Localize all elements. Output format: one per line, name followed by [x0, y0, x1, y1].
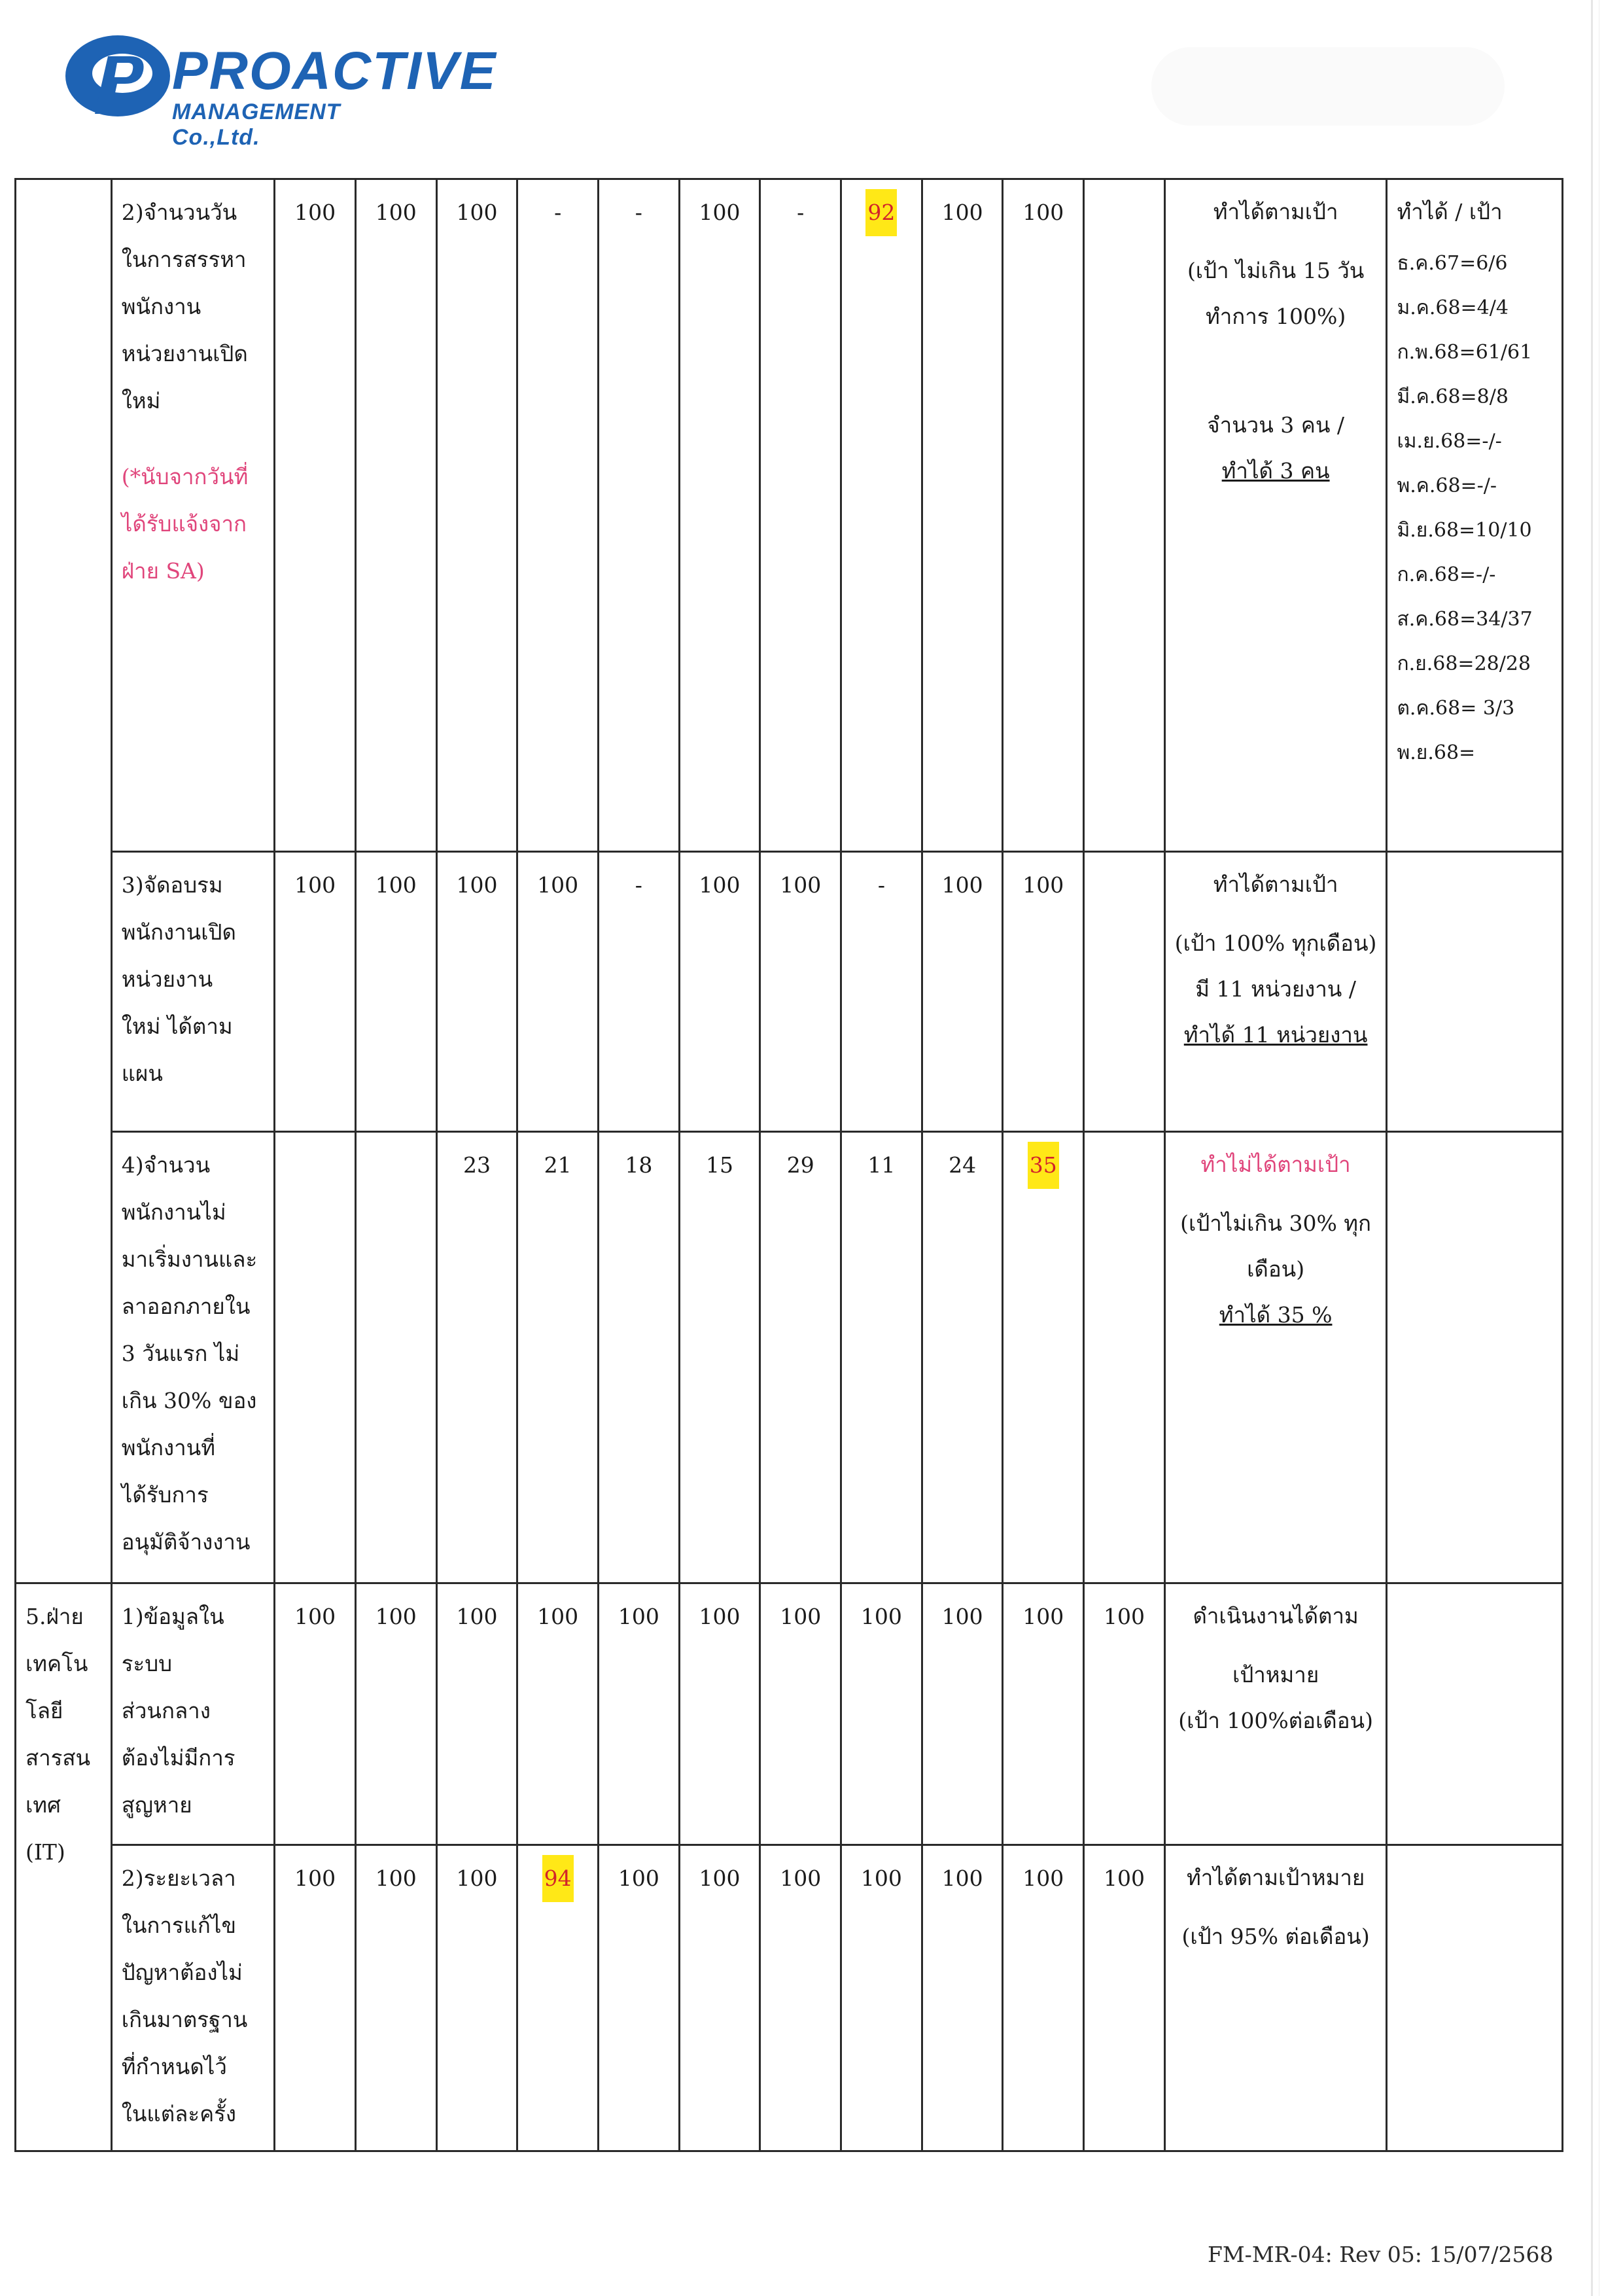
- kpi-table: [14, 178, 1563, 2152]
- faded-stamp: [1151, 47, 1505, 126]
- result-achieved: ทำได้ 35 %: [1219, 1302, 1333, 1328]
- result-cell: [1164, 179, 1387, 852]
- achieved-month-line: มี.ค.68=8/8: [1397, 385, 1509, 408]
- result-cell: [1164, 1132, 1387, 1583]
- month-value-cell: [275, 1132, 356, 1583]
- month-value: 100: [780, 1604, 822, 1629]
- month-value-cell: [1084, 179, 1165, 852]
- department-line: (IT): [26, 1839, 65, 1865]
- month-value: 100: [456, 1604, 498, 1629]
- month-value-cell: [760, 1583, 841, 1845]
- month-value: 100: [860, 1865, 902, 1891]
- indicator-line: มาเริ่มงานและ: [121, 1246, 258, 1272]
- month-value: 100: [1022, 200, 1064, 225]
- achieved-month-line: พ.ค.68=-/-: [1397, 474, 1497, 497]
- month-value: 15: [706, 1152, 734, 1178]
- result-line: (เป้า 95% ต่อเดือน): [1181, 1924, 1370, 1949]
- month-value: 94: [542, 1855, 574, 1902]
- indicator-line: ส่วนกลาง: [121, 1698, 211, 1723]
- result-title: ทำได้ตามเป้าหมาย: [1187, 1865, 1365, 1890]
- achieved-month-line: พ.ย.68=: [1397, 741, 1476, 764]
- month-value-cell: [517, 1132, 599, 1583]
- indicator-cell: [111, 1845, 274, 2151]
- month-value: 100: [375, 200, 417, 225]
- month-value: 100: [699, 1604, 741, 1629]
- month-value: 100: [618, 1865, 659, 1891]
- table-row: [16, 852, 1563, 1132]
- achieved-month-line: ก.ย.68=28/28: [1397, 652, 1531, 675]
- month-value: 100: [294, 1865, 336, 1891]
- logo-mark-icon: [62, 30, 173, 128]
- month-value: 100: [456, 1865, 498, 1891]
- department-cell: [16, 179, 112, 1583]
- indicator-line: ปัญหาต้องไม่: [121, 1960, 243, 1985]
- month-value-cell: [841, 1583, 922, 1845]
- department-cell-it: [16, 1583, 112, 2151]
- department-line: โลยี: [26, 1698, 63, 1723]
- result-line: ทำการ 100%): [1206, 304, 1346, 329]
- achieved-target-cell: [1387, 1845, 1563, 2151]
- month-value-cell: [922, 852, 1003, 1132]
- achieved-month-line: ก.พ.68=61/61: [1397, 341, 1533, 364]
- month-value-cell: [760, 1132, 841, 1583]
- indicator-line: เกิน 30% ของ: [121, 1388, 257, 1413]
- indicator-cell: [111, 1132, 274, 1583]
- month-value-cell: [436, 1583, 517, 1845]
- month-value-cell: [679, 179, 760, 852]
- result-cell: [1164, 1845, 1387, 2151]
- indicator-line: ในการสรรหา: [121, 247, 247, 272]
- month-value-cell: [922, 179, 1003, 852]
- month-value-cell: [517, 852, 599, 1132]
- month-value: 100: [1022, 1865, 1064, 1891]
- month-value: 100: [294, 872, 336, 898]
- indicator-note-line: ได้รับแจ้งจาก: [121, 511, 247, 537]
- indicator-line: ได้รับการ: [121, 1482, 209, 1508]
- month-value-cell: [1084, 1583, 1165, 1845]
- achieved-target-cell: [1387, 1132, 1563, 1583]
- achieved-month-line: ต.ค.68= 3/3: [1397, 697, 1515, 720]
- month-value: 18: [625, 1152, 653, 1178]
- indicator-line: 2)จำนวนวัน: [121, 200, 237, 225]
- month-value-cell: [679, 1845, 760, 2151]
- indicator-line: หน่วยงาน: [121, 966, 213, 992]
- month-value-cell: [760, 1845, 841, 2151]
- logo-wordmark: PROACTIVE: [172, 41, 497, 101]
- month-value-cell: [517, 1583, 599, 1845]
- month-value: 100: [456, 872, 498, 898]
- indicator-line: ลาออกภายใน: [121, 1294, 251, 1319]
- month-value: 100: [941, 1865, 983, 1891]
- month-value: 100: [456, 200, 498, 225]
- month-value-cell: [1003, 1132, 1084, 1583]
- department-line: สารสน: [26, 1745, 91, 1771]
- month-value-cell: [841, 1132, 922, 1583]
- month-value-cell: [598, 1132, 679, 1583]
- month-value-cell: [355, 852, 436, 1132]
- spacer: [122, 425, 270, 453]
- achieved-month-line: ธ.ค.67=6/6: [1397, 252, 1508, 275]
- indicator-line: หน่วยงานเปิด: [121, 341, 248, 366]
- month-value-cell: [517, 1845, 599, 2151]
- month-value: 29: [786, 1152, 814, 1178]
- department-line: เทศ: [26, 1792, 61, 1818]
- month-value: 100: [618, 1604, 659, 1629]
- indicator-line: ต้องไม่มีการ: [121, 1745, 236, 1771]
- result-line: (เป้าไม่เกิน 30% ทุก: [1180, 1210, 1372, 1236]
- achieved-month-line: ส.ค.68=34/37: [1397, 608, 1533, 631]
- month-value: 23: [462, 1152, 491, 1178]
- achieved-header: ทำได้ / เป้า: [1397, 199, 1503, 224]
- month-value-cell: [1003, 852, 1084, 1132]
- indicator-line: 3)จัดอบรม: [121, 872, 223, 898]
- month-value-cell: [922, 1132, 1003, 1583]
- result-detail: จำนวน 3 คน /: [1207, 412, 1344, 438]
- month-value-cell: [436, 1845, 517, 2151]
- indicator-line: ในแต่ละครั้ง: [121, 2101, 236, 2127]
- month-value: 11: [867, 1152, 896, 1178]
- indicator-line: ใหม่: [121, 388, 161, 414]
- month-value: 100: [1022, 872, 1064, 898]
- indicator-line: 2)ระยะเวลา: [121, 1865, 236, 1891]
- indicator-line: 4)จำนวน: [121, 1152, 211, 1178]
- logo-subtitle: MANAGEMENT Co.,Ltd.: [172, 99, 341, 150]
- achieved-month-line: ม.ค.68=4/4: [1397, 296, 1509, 319]
- month-value: 100: [860, 1604, 902, 1629]
- month-value-cell: [760, 852, 841, 1132]
- month-value-cell: [679, 1583, 760, 1845]
- month-value: 100: [375, 1865, 417, 1891]
- spacer: [1170, 1901, 1382, 1914]
- indicator-line: พนักงานที่: [121, 1435, 215, 1460]
- indicator-cell: [111, 852, 274, 1132]
- month-value-cell: [436, 852, 517, 1132]
- table-row: [16, 1583, 1563, 1845]
- month-value-cell: [760, 179, 841, 852]
- department-line: 5.ฝ่าย: [26, 1604, 84, 1629]
- month-value: 100: [780, 872, 822, 898]
- month-value: 100: [294, 1604, 336, 1629]
- month-value-cell: [355, 1845, 436, 2151]
- indicator-note-line: ฝ่าย SA): [121, 558, 205, 584]
- indicator-line: อนุมัติจ้างงาน: [121, 1529, 251, 1555]
- month-value: 100: [699, 200, 741, 225]
- result-line: เดือน): [1247, 1256, 1305, 1282]
- month-value: -: [797, 200, 805, 225]
- month-value: -: [635, 200, 642, 225]
- month-value: 100: [941, 872, 983, 898]
- indicator-line: ระบบ: [121, 1651, 173, 1676]
- month-value: -: [635, 872, 642, 898]
- indicator-note-line: (*นับจากวันที่: [121, 464, 249, 489]
- month-value-cell: [436, 179, 517, 852]
- month-value-cell: [1084, 1845, 1165, 2151]
- month-value: 100: [1103, 1865, 1145, 1891]
- month-value: 100: [294, 200, 336, 225]
- month-value-cell: [1084, 1132, 1165, 1583]
- month-value-cell: [598, 1583, 679, 1845]
- indicator-line: แผน: [121, 1061, 163, 1086]
- month-value: -: [554, 200, 562, 225]
- indicator-line: ที่กำหนดไว้: [121, 2054, 227, 2079]
- month-value-cell: [1003, 1845, 1084, 2151]
- result-cell: [1164, 852, 1387, 1132]
- result-title: ดำเนินงานได้ตาม: [1193, 1603, 1359, 1629]
- month-value-cell: [679, 1132, 760, 1583]
- month-value-cell: [517, 179, 599, 852]
- result-title: ทำได้ตามเป้า: [1213, 199, 1338, 224]
- spacer: [1170, 1188, 1382, 1201]
- department-line: เทคโน: [26, 1651, 88, 1676]
- achieved-month-line: มิ.ย.68=10/10: [1397, 519, 1532, 542]
- achieved-month-line: ก.ค.68=-/-: [1397, 563, 1496, 586]
- month-value-cell: [598, 179, 679, 852]
- month-value: 35: [1028, 1142, 1059, 1189]
- table-row: [16, 1132, 1563, 1583]
- month-value-cell: [275, 852, 356, 1132]
- month-value: 100: [1022, 1604, 1064, 1629]
- result-line: (เป้า ไม่เกิน 15 วัน: [1187, 258, 1365, 283]
- month-value: 100: [699, 1865, 741, 1891]
- month-value: 24: [949, 1152, 977, 1178]
- month-value: 100: [699, 872, 741, 898]
- result-achieved: ทำได้ 3 คน: [1221, 458, 1330, 484]
- month-value-cell: [841, 179, 922, 852]
- table-row: [16, 1845, 1563, 2151]
- indicator-line: 3 วันแรก ไม่: [121, 1341, 240, 1366]
- month-value-cell: [275, 1845, 356, 2151]
- indicator-cell: [111, 1583, 274, 1845]
- month-value: 100: [780, 1865, 822, 1891]
- month-value-cell: [841, 852, 922, 1132]
- spacer: [1170, 908, 1382, 921]
- month-value-cell: [598, 852, 679, 1132]
- month-value-cell: [275, 1583, 356, 1845]
- table-row: [16, 179, 1563, 852]
- indicator-line: พนักงาน: [121, 294, 201, 319]
- result-title: ทำไม่ได้ตามเป้า: [1200, 1152, 1351, 1177]
- page-edge-line: [1591, 0, 1593, 2296]
- spacer: [1170, 1639, 1382, 1652]
- month-value-cell: [922, 1583, 1003, 1845]
- indicator-line: 1)ข้อมูลใน: [121, 1604, 224, 1629]
- month-value: 100: [375, 1604, 417, 1629]
- result-line: เป้าหมาย: [1232, 1662, 1319, 1687]
- indicator-line: ในการแก้ไข: [121, 1913, 237, 1938]
- month-value: 100: [1103, 1604, 1145, 1629]
- result-line: (เป้า 100%ต่อเดือน): [1178, 1708, 1373, 1733]
- month-value-cell: [1003, 1583, 1084, 1845]
- month-value-cell: [355, 1132, 436, 1583]
- indicator-line: ใหม่ ได้ตาม: [121, 1014, 233, 1039]
- result-line: (เป้า 100% ทุกเดือน): [1174, 930, 1377, 956]
- month-value-cell: [275, 179, 356, 852]
- spacer: [1170, 340, 1382, 402]
- month-value: 92: [865, 189, 897, 236]
- month-value: 100: [375, 872, 417, 898]
- achieved-target-cell: [1387, 852, 1563, 1132]
- month-value: -: [877, 872, 885, 898]
- month-value-cell: [1003, 179, 1084, 852]
- month-value-cell: [436, 1132, 517, 1583]
- company-logo: [62, 26, 497, 150]
- indicator-line: พนักงานไม่: [121, 1199, 226, 1225]
- indicator-cell: [111, 179, 274, 852]
- month-value-cell: [355, 179, 436, 852]
- indicator-line: เกินมาตรฐาน: [121, 2007, 248, 2032]
- indicator-line: สูญหาย: [121, 1792, 192, 1818]
- month-value-cell: [598, 1845, 679, 2151]
- achieved-target-cell: [1387, 179, 1563, 852]
- achieved-target-cell: [1387, 1583, 1563, 1845]
- month-value-cell: [679, 852, 760, 1132]
- spacer: [1170, 235, 1382, 248]
- month-value: 100: [941, 1604, 983, 1629]
- month-value: 100: [941, 200, 983, 225]
- result-cell: [1164, 1583, 1387, 1845]
- month-value-cell: [922, 1845, 1003, 2151]
- month-value: 100: [537, 872, 579, 898]
- month-value: 100: [537, 1604, 579, 1629]
- document-code: FM-MR-04: Rev 05: 15/07/2568: [1208, 2242, 1554, 2267]
- month-value: 21: [544, 1152, 572, 1178]
- achieved-month-line: เม.ย.68=-/-: [1397, 430, 1502, 453]
- result-line: มี 11 หน่วยงาน /: [1195, 976, 1356, 1002]
- result-achieved: ทำได้ 11 หน่วยงาน: [1183, 1022, 1368, 1048]
- indicator-line: พนักงานเปิด: [121, 919, 236, 945]
- result-title: ทำได้ตามเป้า: [1213, 872, 1338, 897]
- month-value-cell: [841, 1845, 922, 2151]
- month-value-cell: [1084, 852, 1165, 1132]
- month-value-cell: [355, 1583, 436, 1845]
